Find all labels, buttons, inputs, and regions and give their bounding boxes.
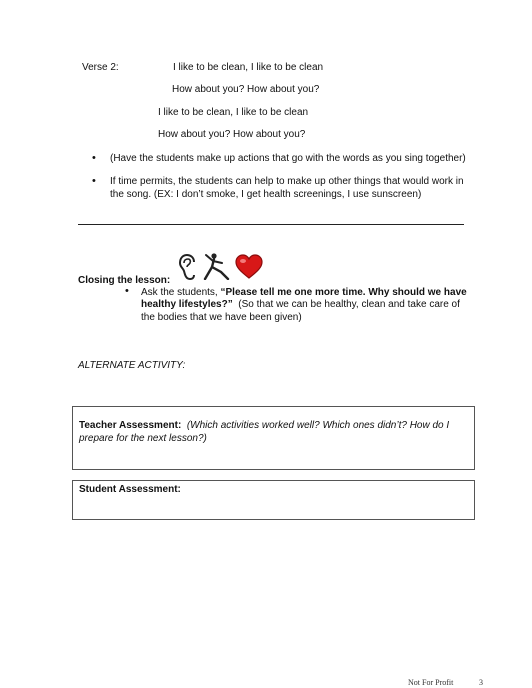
bullet-marker: • — [125, 285, 129, 297]
closing-question-part1: “Please tell me one more time. Why should we have — [220, 287, 467, 298]
teacher-assessment-prompt-1: (Which activities worked well? Which ones didn’t? How do I — [186, 420, 450, 431]
closing-heading: Closing the lesson: — [78, 275, 171, 286]
ear-icon — [178, 254, 200, 283]
verse-line-1: I like to be clean, I like to be clean — [173, 62, 324, 73]
bullet-time-permits-line2: the song. (EX: I don’t smoke, I get health screenings, I use sunscreen) — [110, 189, 422, 200]
footer-text: Not For Profit — [408, 678, 454, 687]
teacher-assessment-label: Teacher Assessment: — [79, 420, 182, 431]
teacher-assessment-prompt-2: prepare for the next lesson?) — [79, 433, 207, 444]
closing-question-line1 — [141, 287, 467, 298]
heart-icon — [234, 254, 264, 283]
closing-answer-line3: the bodies that we have been given) — [141, 312, 302, 323]
section-divider — [78, 224, 464, 225]
alternate-activity-heading: ALTERNATE ACTIVITY: — [78, 360, 186, 371]
closing-answer-part1: (So that we can be healthy, clean and take care of — [238, 299, 460, 310]
teacher-assessment-box[interactable] — [72, 406, 475, 470]
bullet-marker: • — [92, 175, 96, 187]
bullet-time-permits-line1: If time permits, the students can help to make up other things that would work in — [110, 176, 464, 187]
bullet-marker: • — [92, 152, 96, 164]
bullet-actions: (Have the students make up actions that go with the words as you sing together) — [110, 153, 466, 164]
page-number: 3 — [479, 678, 483, 687]
verse-line-3: I like to be clean, I like to be clean — [158, 107, 309, 118]
student-assessment-label: Student Assessment: — [79, 484, 181, 495]
teacher-assessment-line1 — [79, 420, 449, 431]
closing-icons — [178, 252, 264, 283]
closing-question-line2 — [141, 299, 460, 310]
verse-line-4: How about you? How about you? — [158, 129, 306, 140]
student-assessment-box[interactable] — [72, 480, 475, 520]
stretching-person-icon — [202, 252, 232, 283]
verse-line-2: How about you? How about you? — [172, 84, 320, 95]
closing-ask-prefix: Ask the students, — [141, 287, 218, 298]
verse-label: Verse 2: — [82, 62, 119, 73]
closing-question-part2: healthy lifestyles?” — [141, 299, 233, 310]
